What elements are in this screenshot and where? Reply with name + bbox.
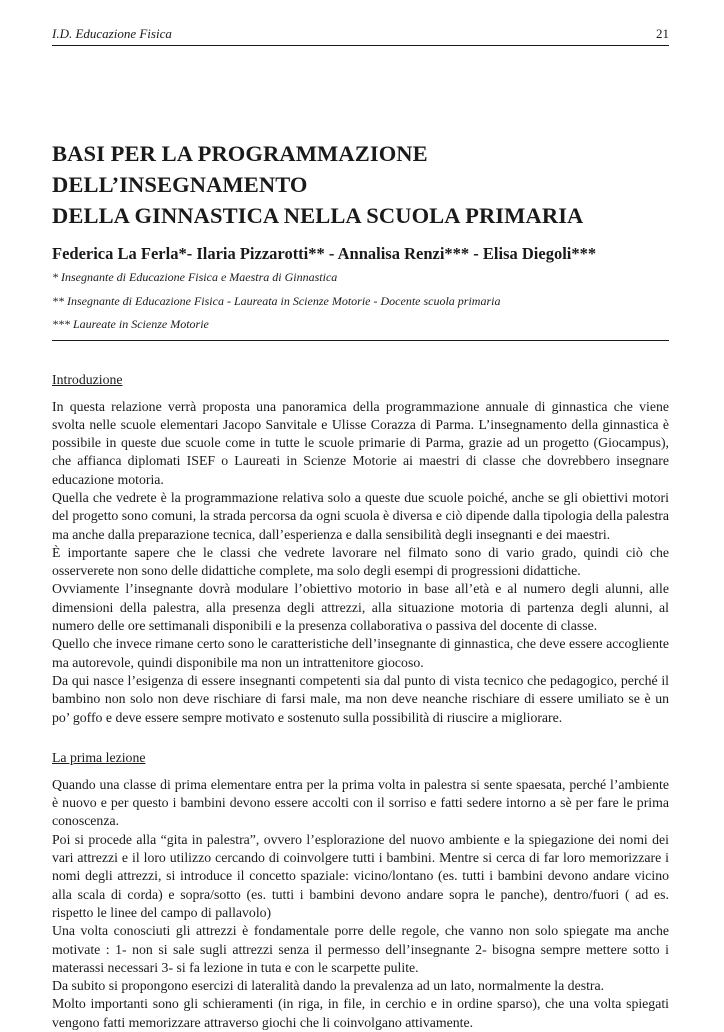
running-header xyxy=(52,26,669,46)
affiliation: *** Laureate in Scienze Motorie xyxy=(52,317,209,331)
paragraph: Quello che invece rimane certo sono le caratteristiche dell’insegnante di ginnastica, che deve essere accogliente ma autorevole, quindi disponibile ma non un intrattenitore giocoso. xyxy=(52,636,669,670)
author-list: Federica La Ferla*- Ilaria Pizzarotti** - Annalisa Renzi*** - Elisa Diegoli*** xyxy=(52,244,597,263)
affiliation: ** Insegnante di Educazione Fisica - Laureata in Scienze Motorie - Docente scuola primaria xyxy=(52,293,501,308)
paragraph: È importante sapere che le classi che vedrete lavorare nel filmato sono di vario grado, quindi ciò che osserverete non sono delle didattiche complete, ma solo degli esempi di progressioni didattiche. xyxy=(52,544,669,579)
page xyxy=(52,26,669,1032)
section-heading: La prima lezione xyxy=(52,749,146,765)
paragraph: Molto importanti sono gli schieramenti (in riga, in file, in cerchio e in ordine sparso), che una volta spiegati vengono fatti memorizzare attraverso giochi che li coinvolgano attivamente. xyxy=(52,996,669,1030)
journal-name: I.D. Educazione Fisica xyxy=(52,26,172,41)
paragraph: Una volta conosciuti gli attrezzi è fondamentale porre delle regole, che vanno non solo spiegate ma anche motivate : 1- non si sale sugli attrezzi senza il permesso dell’insegnante 2- bisogna sempre mettere sotto i materassi necessari 3- si fa lezione in tuta e con le scarpette pulite. xyxy=(52,923,669,975)
affiliation-list xyxy=(52,266,669,341)
article-title xyxy=(52,138,669,231)
section-prima-lezione xyxy=(52,749,669,1032)
paragraph: Da subito si propongono esercizi di lateralità dando la prevalenza ad un lato, normalmente la destra. xyxy=(52,978,605,994)
section-heading: Introduzione xyxy=(52,371,123,387)
paragraph: Quella che vedrete è la programmazione relativa solo a queste due scuole poiché, anche se gli obiettivi motori del progetto sono comuni, la strada percorsa da ogni scuola è diversa e ciò dipende dalla tipologia della palestra ma anche dalla preparazione tecnica, dall’esperienza e dalla sensibilità degli insegnanti e dei maestri. xyxy=(52,489,669,542)
title-line-2: DELLA GINNASTICA NELLA SCUOLA PRIMARIA xyxy=(52,203,584,228)
paragraph: Ovviamente l’insegnante dovrà modulare l’obiettivo motorio in base all’età e al numero degli alunni, alle dimensioni della palestra, alla presenza degli attrezzi, alla situazione motoria di partenza degli alunni, al numero delle ore settimanali disponibili e la presenza collaborativa o passiva del docente di classe. xyxy=(52,581,669,634)
paragraph: Da qui nasce l’esigenza di essere insegnanti competenti sia dal punto di vista tecnico che pedagogico, perché il bambino non solo non deve rischiare di farsi male, ma non deve neanche rischiare di essere umiliato se è un po’ goffo e deve essere sempre motivato e sostenuto sulla possibilità di riuscire a migliorare. xyxy=(52,672,669,725)
section-introduzione xyxy=(52,371,669,727)
page-number: 21 xyxy=(656,26,669,41)
paragraph: Quando una classe di prima elementare entra per la prima volta in palestra si sente spaesata, perché l’ambiente è nuovo e per questo i bambini devono essere accolti con il sorriso e fatti sedere intorno a sè per fare le prima conoscenza. xyxy=(52,776,669,829)
affiliation: * Insegnante di Educazione Fisica e Maestra di Ginnastica xyxy=(52,270,338,284)
title-line-1: BASI PER LA PROGRAMMAZIONE DELL’INSEGNAMENTO xyxy=(52,141,428,197)
paragraph: In questa relazione verrà proposta una panoramica della programmazione annuale di ginnastica che viene svolta nelle scuole elementari Jacopo Sanvitale e Ulisse Corazza di Parma. L’insegnamento della ginnastica è possibile in queste due scuole come in tutte le scuole primarie di Parma, grazie ad un progetto (Giocampus), che affianca diplomati ISEF o Laureati in Scienze Motorie ai maestri di classe che dovrebbero insegnare educazione motoria. xyxy=(52,398,669,487)
paragraph: Poi si procede alla “gita in palestra”, ovvero l’esplorazione del nuovo ambiente e la spiegazione dei nomi dei vari attrezzi e il loro utilizzo cercando di coinvolgere tutti i bambini. Mentre si cerca di far loro memorizzare i nomi degli attrezzi, si introduce il concetto spaziale: vicino/lontano (es. tutti i bambini devono andare vicino alla scala di corda) e sopra/sotto (es. tutti i bambini devono andare sopra le panche), dentro/fuori ( ad es. rispetto le linee del campo di pallavolo) xyxy=(52,831,669,920)
